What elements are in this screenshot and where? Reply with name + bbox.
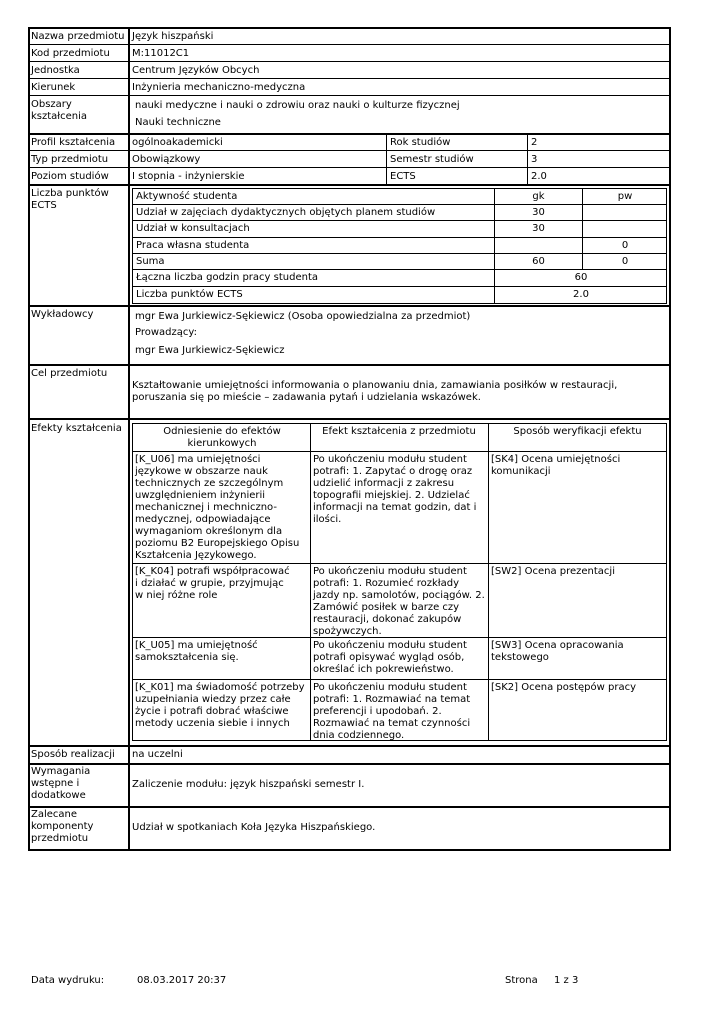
efekty-ref: [K_K01] ma świadomość potrzeby uzupełniania wiedzy przez całe życie i potrafi dobrać właściwe metody uczenia siebie i innych xyxy=(135,682,305,729)
ects-row-divider xyxy=(132,220,667,221)
wymagania-label-line2: wstępne i xyxy=(31,778,80,789)
efekty-effect: Po ukończeniu modułu student potrafi: 1. Zapytać o drogę oraz udzielić informacji z zakresu topografii miejskiej. 2. Udzielać informacji na temat godzin, dat i ilości. xyxy=(313,454,477,525)
ects-row-divider xyxy=(132,253,667,254)
nazwa-label: Nazwa przedmiotu xyxy=(31,31,125,42)
row-divider xyxy=(28,95,671,96)
ects-row-divider xyxy=(132,237,667,238)
semestr-value: 3 xyxy=(531,154,538,165)
efekty-col3-header: Sposób weryfikacji efektu xyxy=(513,426,642,437)
row-divider xyxy=(28,184,671,186)
zalecane-label-line3: przedmiotu xyxy=(31,833,89,844)
cel-label: Cel przedmiotu xyxy=(31,368,108,379)
ects-row-label: Suma xyxy=(136,256,165,267)
print-date-value: 08.03.2017 20:37 xyxy=(137,975,227,986)
row-divider xyxy=(28,305,671,307)
wymagania-label: Wymagania xyxy=(31,766,91,777)
typ-label: Typ przedmiotu xyxy=(31,154,109,165)
ects-label: ECTS xyxy=(390,171,416,182)
efekty-row-divider xyxy=(132,563,667,564)
ects-row-divider xyxy=(132,269,667,270)
ects-row-label: Praca własna studenta xyxy=(136,240,250,251)
efekty-col-divider xyxy=(488,423,489,741)
jednostka-label: Jednostka xyxy=(31,65,80,76)
efekty-ref: [K_U05] ma umiejętność samokształcenia się. xyxy=(135,640,258,663)
row-divider xyxy=(28,150,671,151)
ects-row-label: Udział w zajęciach dydaktycznych objętych planem studiów xyxy=(136,207,436,218)
realizacja-value: na uczelni xyxy=(132,749,183,760)
ects-total-hours-label: Łączna liczba godzin pracy studenta xyxy=(136,272,318,283)
page-number: 1 z 3 xyxy=(554,975,579,986)
ects-row-gk: 60 xyxy=(532,256,545,267)
row-divider xyxy=(28,364,671,366)
ects-row-gk: 30 xyxy=(532,207,545,218)
row-divider xyxy=(28,745,671,747)
ects-total-hours-value: 60 xyxy=(574,272,588,283)
kod-value: M:11012C1 xyxy=(132,48,190,59)
col-divider xyxy=(527,134,528,184)
poziom-label: Poziom studiów xyxy=(31,171,109,182)
print-date-label: Data wydruku: xyxy=(31,975,105,986)
ects-row-label: Udział w konsultacjach xyxy=(136,223,250,234)
efekty-col2-header: Efekt kształcenia z przedmiotu xyxy=(322,426,476,437)
liczba-punktow-label-line2: ECTS xyxy=(31,200,57,211)
cel-text: Kształtowanie umiejętności informowania o planowaniu dnia, zamawiania posiłków w restauracji, poruszania się po mieście – zadawania pytań i udzielania wskazówek. xyxy=(132,380,618,403)
liczba-punktow-label: Liczba punktów xyxy=(31,188,109,199)
ects-value: 2.0 xyxy=(531,171,547,182)
wymagania-label-line3: dodatkowe xyxy=(31,790,86,801)
kod-label: Kod przedmiotu xyxy=(31,48,110,59)
zalecane-label: Zalecane xyxy=(31,809,78,820)
efekty-col-divider xyxy=(310,423,311,741)
efekty-label: Efekty kształcenia xyxy=(31,423,122,434)
ects-row-divider xyxy=(132,286,667,287)
profil-label: Profil kształcenia xyxy=(31,137,116,148)
poziom-value: I stopnia - inżynierskie xyxy=(132,171,245,182)
row-divider xyxy=(28,167,671,168)
kierunek-value: Inżynieria mechaniczno-medyczna xyxy=(132,82,306,93)
efekty-row-divider xyxy=(132,451,667,452)
row-divider xyxy=(28,133,671,135)
zalecane-label-line2: komponenty xyxy=(31,821,94,832)
rok-value: 2 xyxy=(531,137,538,148)
efekty-method: [SW3] Ocena opracowania tekstowego xyxy=(491,640,624,663)
obszary-label-line2: kształcenia xyxy=(31,111,88,122)
efekty-effect: Po ukończeniu modułu student potrafi: 1. Rozumieć rozkłady jazdy np. samolotów, pociągów. 2. Zamówić posiłek w barze czy restauracji, dokonać zakupów spożywczych. xyxy=(313,566,485,637)
row-divider xyxy=(28,78,671,79)
ects-col-pw: pw xyxy=(617,191,633,202)
prowadzacy-value: mgr Ewa Jurkiewicz-Sękiewicz xyxy=(135,345,285,356)
row-divider xyxy=(28,418,671,420)
rok-label: Rok studiów xyxy=(390,137,451,148)
ects-row-pw: 0 xyxy=(621,256,629,267)
efekty-col1-header: Odniesienie do efektów kierunkowych xyxy=(163,426,281,449)
row-divider xyxy=(28,806,671,808)
row-divider xyxy=(28,763,671,765)
realizacja-label: Sposób realizacji xyxy=(31,749,115,760)
kierunek-label: Kierunek xyxy=(31,82,76,93)
wykladowcy-main: mgr Ewa Jurkiewicz-Sękiewicz (Osoba opowiedzialna za przedmiot) xyxy=(135,311,471,322)
efekty-method: [SK4] Ocena umiejętności komunikacji xyxy=(491,454,621,477)
efekty-method: [SK2] Ocena postępów pracy xyxy=(491,682,636,693)
ects-row-divider xyxy=(132,204,667,205)
ects-col-activity: Aktywność studenta xyxy=(136,191,238,202)
ects-row-gk: 30 xyxy=(532,223,545,234)
wymagania-value: Zaliczenie modułu: język hiszpański semestr I. xyxy=(132,779,365,790)
efekty-method: [SW2] Ocena prezentacji xyxy=(491,566,615,577)
efekty-ref: [K_U06] ma umiejętności językowe w obszarze nauk technicznych ze szczególnym uwzględnieniem inżynierii mechanicznej i mechniczno-medycznej, odpowiadające wymaganiom określonym dla poziomu B2 Europejskiego Opisu Kształcenia Językowego. xyxy=(135,454,300,561)
jednostka-value: Centrum Języków Obcych xyxy=(132,65,260,76)
ects-points-value: 2.0 xyxy=(573,289,589,300)
profil-value: ogólnoakademicki xyxy=(132,137,223,148)
efekty-effect: Po ukończeniu modułu student potrafi: 1. Rozmawiać na temat preferencji i upodobań. 2. Rozmawiać na temat czynności dnia codziennego. xyxy=(313,682,471,741)
wykladowcy-label: Wykładowcy xyxy=(31,309,94,320)
semestr-label: Semestr studiów xyxy=(390,154,474,165)
row-divider xyxy=(28,44,671,45)
prowadzacy-label: Prowadzący: xyxy=(135,327,197,338)
efekty-row-divider xyxy=(132,679,667,680)
efekty-ref: [K_K04] potrafi współpracować i działać w grupie, przyjmując w niej różne role xyxy=(135,566,290,601)
nazwa-value: Język hiszpański xyxy=(132,31,214,42)
zalecane-value: Udział w spotkaniach Koła Języka Hiszpańskiego. xyxy=(132,822,376,833)
row-divider xyxy=(28,61,671,62)
obszary-value-line2: Nauki techniczne xyxy=(135,117,221,128)
ects-points-label: Liczba punktów ECTS xyxy=(136,289,243,300)
obszary-label: Obszary xyxy=(31,99,72,110)
ects-row-pw: 0 xyxy=(621,240,629,251)
efekty-effect: Po ukończeniu modułu student potrafi opisywać wygląd osób, określać ich pokrewieństwo. xyxy=(313,640,467,675)
typ-value: Obowiązkowy xyxy=(132,154,201,165)
page-label: Strona xyxy=(505,975,538,986)
col-divider xyxy=(386,134,387,184)
obszary-value: nauki medyczne i nauki o zdrowiu oraz nauki o kulturze fizycznej xyxy=(135,100,460,111)
ects-col-gk: gk xyxy=(532,191,545,202)
